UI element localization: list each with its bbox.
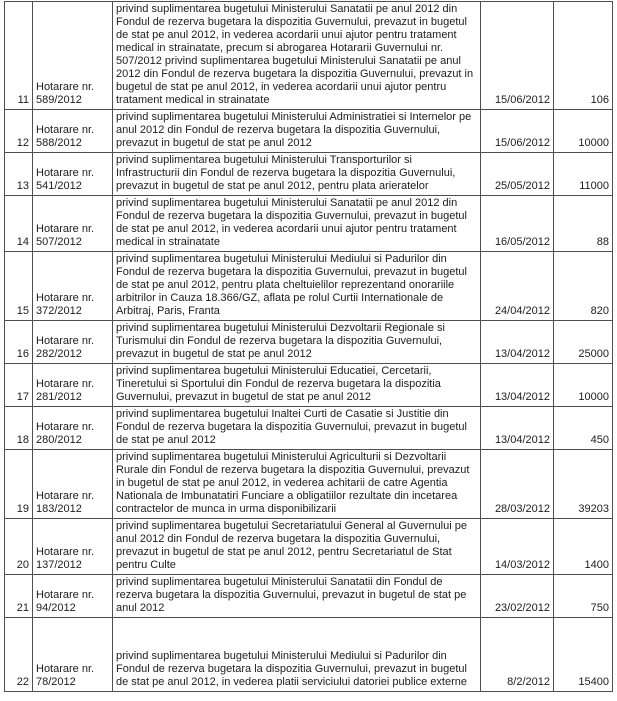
decision-amount-cell: 10000 — [554, 110, 613, 153]
decision-description-cell: privind suplimentarea bugetului Ministerului Sanatatii pe anul 2012 din Fondul de rezerva bugetara la dispozitia Guvernului, prevazut in bugetul de stat pe anul 2012, in vederea acordarii unui ajutor pentru tratament medical in strainatate, precum si abrogarea Hotararii Guvernului nr. 507/2012 privind suplimentarea bugetului Ministerului Sanatatii pe anul 2012 din Fondul de rezerva bugetara la dispozitia Guvernului, prevazut in bugetul de stat pe anul 2012, in vederea acordarii unui ajutor pentru tratament medical in strainatate — [113, 2, 481, 110]
table-row — [5, 196, 613, 252]
decision-amount-cell: 88 — [554, 196, 613, 252]
row-number-cell: 17 — [5, 364, 33, 407]
decision-number-cell: Hotarare nr. 137/2012 — [33, 519, 113, 575]
decision-amount-cell: 106 — [554, 2, 613, 110]
decision-amount-cell: 11000 — [554, 153, 613, 196]
decision-date-cell: 13/04/2012 — [481, 321, 554, 364]
row-number-cell: 18 — [5, 407, 33, 450]
table-row — [5, 575, 613, 618]
decision-description-cell: privind suplimentarea bugetului Ministerului Administratiei si Internelor pe anul 2012 din Fondul de rezerva bugetara la dispozitia Guvernului, prevazut in bugetul de stat pe anul 2012 — [113, 110, 481, 153]
row-number-cell: 19 — [5, 450, 33, 519]
table-row — [5, 450, 613, 519]
table-row — [5, 519, 613, 575]
decision-date-cell: 25/05/2012 — [481, 153, 554, 196]
table-row — [5, 321, 613, 364]
decision-amount-cell: 820 — [554, 252, 613, 321]
decision-date-cell: 28/03/2012 — [481, 450, 554, 519]
decision-description-cell: privind suplimentarea bugetului Ministerului Mediului si Padurilor din Fondul de rezerva bugetara la dispozitia Guvernului, prevazut in bugetul de stat pe anul 2012, pentru plata cheltuielilor reprezentand onorariile arbitrilor in Cauza 18.366/GZ, aflata pe rolul Curtii Internationale de Arbitraj, Paris, Franta — [113, 252, 481, 321]
decision-description-cell: privind suplimentarea bugetului Ministerului Mediului si Padurilor din Fondul de rezerva bugetara la dispozitia Guvernului, prevazut in bugetul de stat pe anul 2012, in vederea platii serviciului datoriei publice externe — [113, 618, 481, 692]
decision-date-cell: 13/04/2012 — [481, 364, 554, 407]
row-number-cell: 21 — [5, 575, 33, 618]
table-row — [5, 2, 613, 110]
table-row — [5, 110, 613, 153]
decision-number-cell: Hotarare nr. 507/2012 — [33, 196, 113, 252]
decision-date-cell: 8/2/2012 — [481, 618, 554, 692]
decision-number-cell: Hotarare nr. 281/2012 — [33, 364, 113, 407]
decision-description-cell: privind suplimentarea bugetului Ministerului Sanatatii pe anul 2012 din Fondul de rezerva bugetara la dispozitia Guvernului, prevazut in bugetul de stat pe anul 2012, in vederea acordarii unui ajutor pentru tratament medical in strainatate — [113, 196, 481, 252]
decision-amount-cell: 15400 — [554, 618, 613, 692]
decision-date-cell: 16/05/2012 — [481, 196, 554, 252]
decision-date-cell: 24/04/2012 — [481, 252, 554, 321]
decision-number-cell: Hotarare nr. 282/2012 — [33, 321, 113, 364]
decisions-table — [4, 1, 613, 692]
decision-description-cell: privind suplimentarea bugetului Ministerului Dezvoltarii Regionale si Turismului din Fondul de rezerva bugetara la dispozitia Guvernului, prevazut in bugetul de stat pe anul 2012 — [113, 321, 481, 364]
table-row — [5, 618, 613, 692]
decision-description-cell: privind suplimentarea bugetului Secretariatului General al Guvernului pe anul 2012 din Fondul de rezerva bugetara la dispozitia Guvernului, prevazut in bugetul de stat pe anul 2012, pentru Secretariatul de Stat pentru Culte — [113, 519, 481, 575]
document-page — [0, 1, 617, 701]
decision-amount-cell: 25000 — [554, 321, 613, 364]
decision-amount-cell: 450 — [554, 407, 613, 450]
table-row — [5, 407, 613, 450]
decision-date-cell: 15/06/2012 — [481, 110, 554, 153]
table-row — [5, 364, 613, 407]
decision-number-cell: Hotarare nr. 372/2012 — [33, 252, 113, 321]
decision-number-cell: Hotarare nr. 183/2012 — [33, 450, 113, 519]
decision-date-cell: 15/06/2012 — [481, 2, 554, 110]
row-number-cell: 12 — [5, 110, 33, 153]
row-number-cell: 20 — [5, 519, 33, 575]
row-number-cell: 11 — [5, 2, 33, 110]
table-row — [5, 153, 613, 196]
row-number-cell: 22 — [5, 618, 33, 692]
table-row — [5, 252, 613, 321]
decision-date-cell: 13/04/2012 — [481, 407, 554, 450]
row-number-cell: 14 — [5, 196, 33, 252]
decision-number-cell: Hotarare nr. 589/2012 — [33, 2, 113, 110]
decision-amount-cell: 39203 — [554, 450, 613, 519]
decision-date-cell: 23/02/2012 — [481, 575, 554, 618]
decision-description-cell: privind suplimentarea bugetului Inaltei Curti de Casatie si Justitie din Fondul de rezerva bugetara la dispozitia Guvernului, prevazut in bugetul de stat pe anul 2012 — [113, 407, 481, 450]
decision-amount-cell: 10000 — [554, 364, 613, 407]
decision-description-cell: privind suplimentarea bugetului Ministerului Agriculturii si Dezvoltarii Rurale din Fondul de rezerva bugetara la dispozitia Guvernului, prevazut in bugetul de stat pe anul 2012, in vederea achitarii de catre Agentia Nationala de Imbunatatiri Funciare a obligatiilor rezultate din incetarea contractelor de munca in urma disponibilizarii — [113, 450, 481, 519]
decision-amount-cell: 1400 — [554, 519, 613, 575]
decision-number-cell: Hotarare nr. 94/2012 — [33, 575, 113, 618]
decisions-table-body — [5, 2, 613, 692]
decision-description-cell: privind suplimentarea bugetului Ministerului Sanatatii din Fondul de rezerva bugetara la dispozitia Guvernului, prevazut in bugetul de stat pe anul 2012 — [113, 575, 481, 618]
row-number-cell: 13 — [5, 153, 33, 196]
decision-number-cell: Hotarare nr. 78/2012 — [33, 618, 113, 692]
decision-number-cell: Hotarare nr. 280/2012 — [33, 407, 113, 450]
decision-description-cell: privind suplimentarea bugetului Ministerului Transporturilor si Infrastructurii din Fondul de rezerva bugetara la dispozitia Guvernului, prevazut in bugetul de stat pe anul 2012, pentru plata arieratelor — [113, 153, 481, 196]
decision-number-cell: Hotarare nr. 541/2012 — [33, 153, 113, 196]
row-number-cell: 16 — [5, 321, 33, 364]
decision-number-cell: Hotarare nr. 588/2012 — [33, 110, 113, 153]
row-number-cell: 15 — [5, 252, 33, 321]
decision-amount-cell: 750 — [554, 575, 613, 618]
decision-date-cell: 14/03/2012 — [481, 519, 554, 575]
decision-description-cell: privind suplimentarea bugetului Ministerului Educatiei, Cercetarii, Tineretului si Sportului din Fondul de rezerva bugetara la dispozitia Guvernului, prevazut in bugetul de stat pe anul 2012 — [113, 364, 481, 407]
